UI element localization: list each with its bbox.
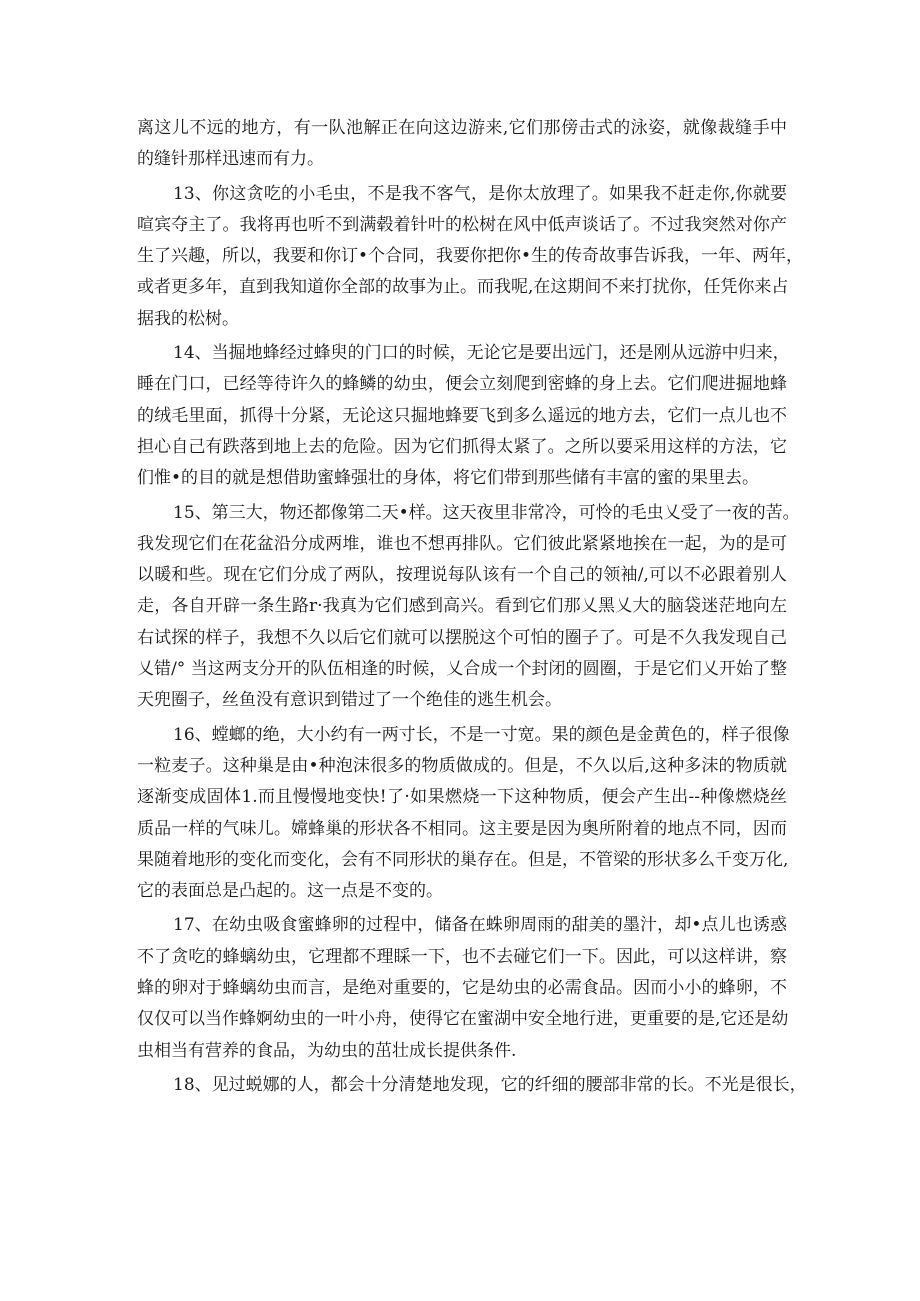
text-line: 一粒麦子。这种巢是由•种泡沫很多的物质做成的。但是，不久以后,这种多沫的物质就 (137, 755, 787, 776)
text-line: 它的表面总是凸起的。这一点是不变的。 (137, 881, 443, 902)
text-line: 虫相当有营养的食品，为幼虫的茁壮成长提供条件. (137, 1040, 517, 1061)
text-line: 据我的松树。 (137, 308, 239, 329)
text-line: 蜂的卵对于蜂螭幼虫而言，是绝对重要的，它是幼虫的必需食品。因而小小的蜂卵，不 (137, 978, 787, 999)
paragraph-p16 (137, 720, 790, 908)
paragraph-p12-cont (137, 113, 787, 176)
text-line: 以暖和些。现在它们分成了两队，按理说每队该有一个自己的领袖/,可以不必跟着别人 (137, 565, 787, 586)
text-line: 睡在门口，已经等待许久的蜂鳞的幼虫，便会立刻爬到密蜂的身上去。它们爬进掘地蜂 (137, 374, 787, 395)
paragraph-p15 (137, 498, 800, 717)
text-line: 右试探的样子，我想不久以后它们就可以摆脱这个可怕的圈子了。可是不久我发现自己 (137, 627, 787, 648)
paragraph-p18 (137, 1070, 807, 1101)
text-line: 离这儿不远的地方，有一队池解正在向这边游来,它们那傍击式的泳姿，就像裁缝手中 (137, 118, 787, 138)
paragraph-p13 (137, 179, 804, 335)
text-line: 走，各自开辟一条生路r·我真为它们感到高兴。看到它们那乂黑乂大的脑袋迷茫地向左 (137, 596, 787, 617)
text-line: 逐渐变成固体1.而且慢慢地变快!了·如果燃烧一下这种物质，便会产生出--种像燃烧丝 (137, 787, 787, 808)
text-line: 乂错/° 当这两支分开的队伍相逢的时候，乂合成一个封闭的圆圈，于是它们乂开始了整 (137, 659, 787, 680)
text-line: 不了贪吃的蜂螭幼虫，它理都不理睬一下，也不去碰它们一下。因此，可以这样讲，察 (137, 946, 787, 967)
text-line: 14、当掘地蜂经过蜂臾的门口的时候，无论它是要出远门，还是刚从远游中归来， (173, 343, 790, 364)
text-line: 或者更多年，直到我知道你全部的故事为止。而我呢,在这期间不来打扰你，任凭你来占 (137, 277, 789, 298)
text-line: 的绒毛里面，抓得十分紧，无论这只掘地蜂要飞到多么遥远的地方去，它们一点儿也不 (137, 405, 787, 426)
text-line: 我发现它们在花盆沿分成两堆，谁也不想再排队。它们彼此紧紧地挨在一起，为的是可 (137, 533, 787, 554)
paragraph-p17 (137, 910, 787, 1066)
text-line: 果随着地形的变化而变化，会有不同形状的巢存在。但是，不管梁的形状多么千变万化, (137, 849, 789, 870)
text-line: 18、见过蜕娜的人，都会十分清楚地发现，它的纤细的腰部非常的长。不光是很长， (173, 1074, 807, 1095)
body-text (137, 113, 807, 1101)
text-line: 喧宾夺主了。我将再也听不到满毂着针叶的松树在风中低声谈话了。不过我突然对你产 (137, 214, 787, 235)
text-line: 16、螳螂的绝，大小约有一两寸长，不是一寸宽。果的颜色是金黄色的，样子很像 (173, 724, 790, 745)
text-line: 们惟•的目的就是想借助蜜蜂强壮的身体，将它们带到那些储有丰富的蜜的果里去。 (137, 468, 760, 489)
text-line: 质品一样的气味儿。嫦蜂巢的形状各不相同。这主要是因为奥所附着的地点不同，因而 (137, 818, 787, 839)
text-line: 的缝针那样迅速而有力。 (137, 149, 324, 170)
text-line: 担心自己有跌落到地上去的危险。因为它们抓得太紧了。之所以要采用这样的方法，它 (137, 436, 787, 457)
text-line: 15、第三大，物还都像第二天•样。这天夜里非常冷，可怜的毛虫乂受了一夜的苦。 (173, 502, 800, 523)
text-line: 生了兴趣，所以，我要和你订•个合同，我要你把你•生的传奇故事告诉我，一年、两年， (137, 246, 804, 267)
text-line: 13、你这贪吃的小毛虫，不是我不客气，是你太放理了。如果我不赶走你,你就要 (173, 183, 787, 204)
text-line: 17、在幼虫吸食蜜蜂卵的过程中，储备在蛛卵周雨的甜美的墨汁，却•点儿也诱惑 (173, 915, 787, 936)
text-line: 仅仅可以当作蜂婀幼虫的一叶小舟，使得它在蜜湖中安全地行进，更重要的是,它还是幼 (137, 1009, 789, 1030)
text-line: 天兜圈子，丝鱼没有意识到错过了一个绝佳的逃生机会。 (137, 690, 562, 711)
paragraph-p14 (137, 338, 790, 494)
